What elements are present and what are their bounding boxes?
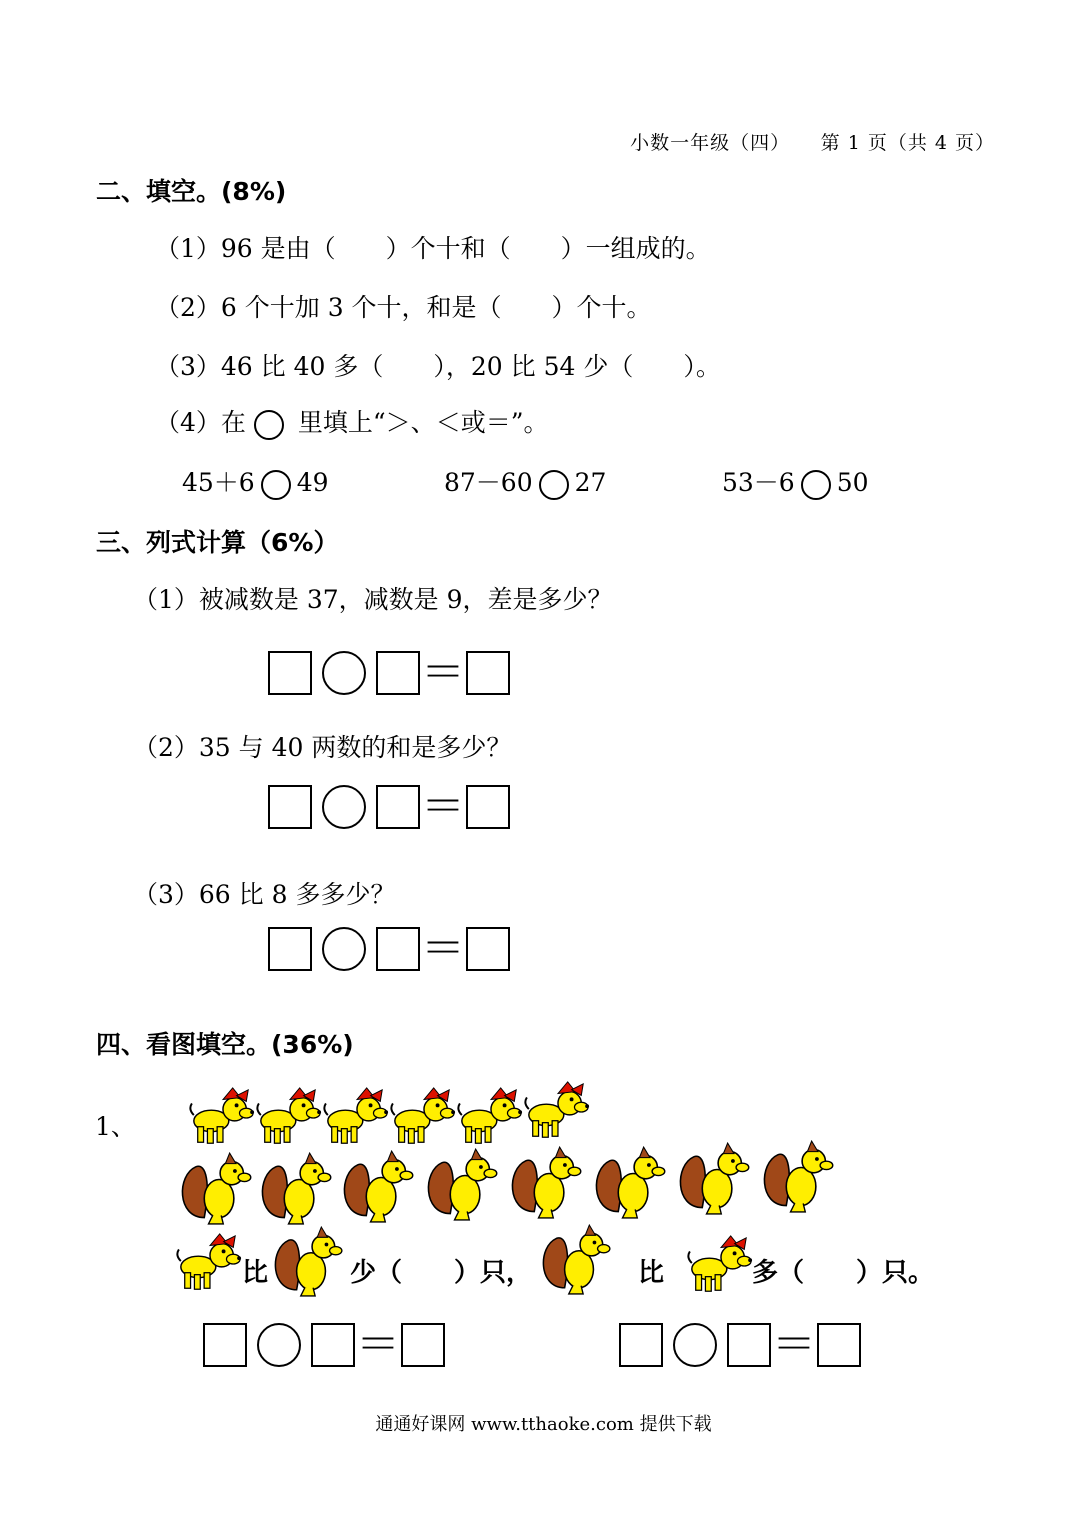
compare-2-right: 27 <box>574 468 607 497</box>
squirrel-icon <box>680 1143 748 1214</box>
compare-1 <box>182 463 329 500</box>
operator-circle[interactable] <box>322 927 366 971</box>
squirrel-icon <box>344 1151 412 1222</box>
sentence-bi-2: 比 <box>638 1258 665 1288</box>
operand-box[interactable] <box>376 785 420 829</box>
sentence-more: 多（ ）只。 <box>752 1258 935 1288</box>
dog-icon <box>525 1082 589 1137</box>
dog-icon <box>324 1088 388 1143</box>
operator-circle[interactable] <box>673 1323 717 1367</box>
compare-1-circle[interactable] <box>261 470 291 500</box>
compare-3-right: 50 <box>836 468 869 497</box>
equation-3-2 <box>268 781 510 832</box>
question-3-3: （3）66 比 8 多多少？ <box>133 880 396 909</box>
compare-2 <box>444 463 606 500</box>
operand-box[interactable] <box>376 927 420 971</box>
compare-3-left: 53－6 <box>722 468 795 497</box>
equals-sign: ＝ <box>421 647 465 698</box>
dog-icon <box>190 1088 254 1143</box>
question-2-2: （2）6 个十加 3 个十，和是（ ）个十。 <box>155 293 652 322</box>
squirrel-icon <box>764 1141 832 1212</box>
compare-1-right: 49 <box>296 468 329 497</box>
operand-box[interactable] <box>268 927 312 971</box>
sentence-dog-icon-2 <box>686 1234 756 1298</box>
compare-3 <box>722 463 869 500</box>
squirrel-icon <box>428 1149 496 1220</box>
sentence-dog-icon <box>175 1232 245 1296</box>
dog-icon <box>257 1088 321 1143</box>
sentence-less: 少（ ）只， <box>350 1258 533 1288</box>
section-3-title: 三、列式计算（6%） <box>96 528 339 557</box>
operand-box[interactable] <box>311 1323 355 1367</box>
result-box[interactable] <box>401 1323 445 1367</box>
equals-sign: ＝ <box>421 923 465 974</box>
compare-1-left: 45＋6 <box>182 468 255 497</box>
item-1-label: 1、 <box>95 1112 136 1141</box>
question-2-1: （1）96 是由（ ）个十和（ ）一组成的。 <box>155 234 711 263</box>
compare-3-circle[interactable] <box>801 470 831 500</box>
result-box[interactable] <box>466 785 510 829</box>
squirrel-row <box>180 1140 845 1226</box>
sentence-squirrel-icon-2 <box>540 1224 620 1298</box>
result-box[interactable] <box>466 927 510 971</box>
result-box[interactable] <box>817 1323 861 1367</box>
operand-box[interactable] <box>268 651 312 695</box>
equation-4-1b <box>619 1319 861 1370</box>
section-4-title: 四、看图填空。(36%) <box>96 1030 354 1059</box>
squirrel-icon <box>182 1153 250 1224</box>
result-box[interactable] <box>466 651 510 695</box>
page-footer: 通通好课网 www.tthaoke.com 提供下载 <box>375 1414 712 1435</box>
squirrel-icon <box>262 1153 330 1224</box>
answer-circle[interactable] <box>254 410 284 440</box>
page-header: 小数一年级（四） 第 1 页（共 4 页） <box>630 132 995 154</box>
dog-icon <box>391 1088 455 1143</box>
operator-circle[interactable] <box>322 785 366 829</box>
operand-box[interactable] <box>376 651 420 695</box>
operand-box[interactable] <box>203 1323 247 1367</box>
question-3-2: （2）35 与 40 两数的和是多少？ <box>133 733 512 762</box>
operand-box[interactable] <box>619 1323 663 1367</box>
sentence-bi-1: 比 <box>242 1258 269 1288</box>
dog-icon <box>458 1088 522 1143</box>
question-3-1: （1）被减数是 37，减数是 9，差是多少？ <box>133 585 613 614</box>
equals-sign: ＝ <box>772 1319 816 1370</box>
squirrel-icon <box>596 1147 664 1218</box>
compare-2-left: 87－60 <box>444 468 533 497</box>
section-2-title: 二、填空。(8%) <box>96 177 287 206</box>
squirrel-icon <box>512 1147 580 1218</box>
sentence-squirrel-icon <box>272 1226 352 1300</box>
equation-3-1 <box>268 647 510 698</box>
question-2-4-prefix: （4）在 <box>155 408 246 437</box>
operator-circle[interactable] <box>257 1323 301 1367</box>
operand-box[interactable] <box>268 785 312 829</box>
question-2-4 <box>155 403 548 440</box>
equation-4-1a <box>203 1319 445 1370</box>
equals-sign: ＝ <box>356 1319 400 1370</box>
equals-sign: ＝ <box>421 781 465 832</box>
question-2-3: （3）46 比 40 多（ ），20 比 54 少（ ）。 <box>155 352 721 381</box>
compare-2-circle[interactable] <box>539 470 569 500</box>
operator-circle[interactable] <box>322 651 366 695</box>
question-2-4-suffix: 里填上“＞、＜或＝”。 <box>297 408 549 437</box>
operand-box[interactable] <box>727 1323 771 1367</box>
equation-3-3 <box>268 923 510 974</box>
